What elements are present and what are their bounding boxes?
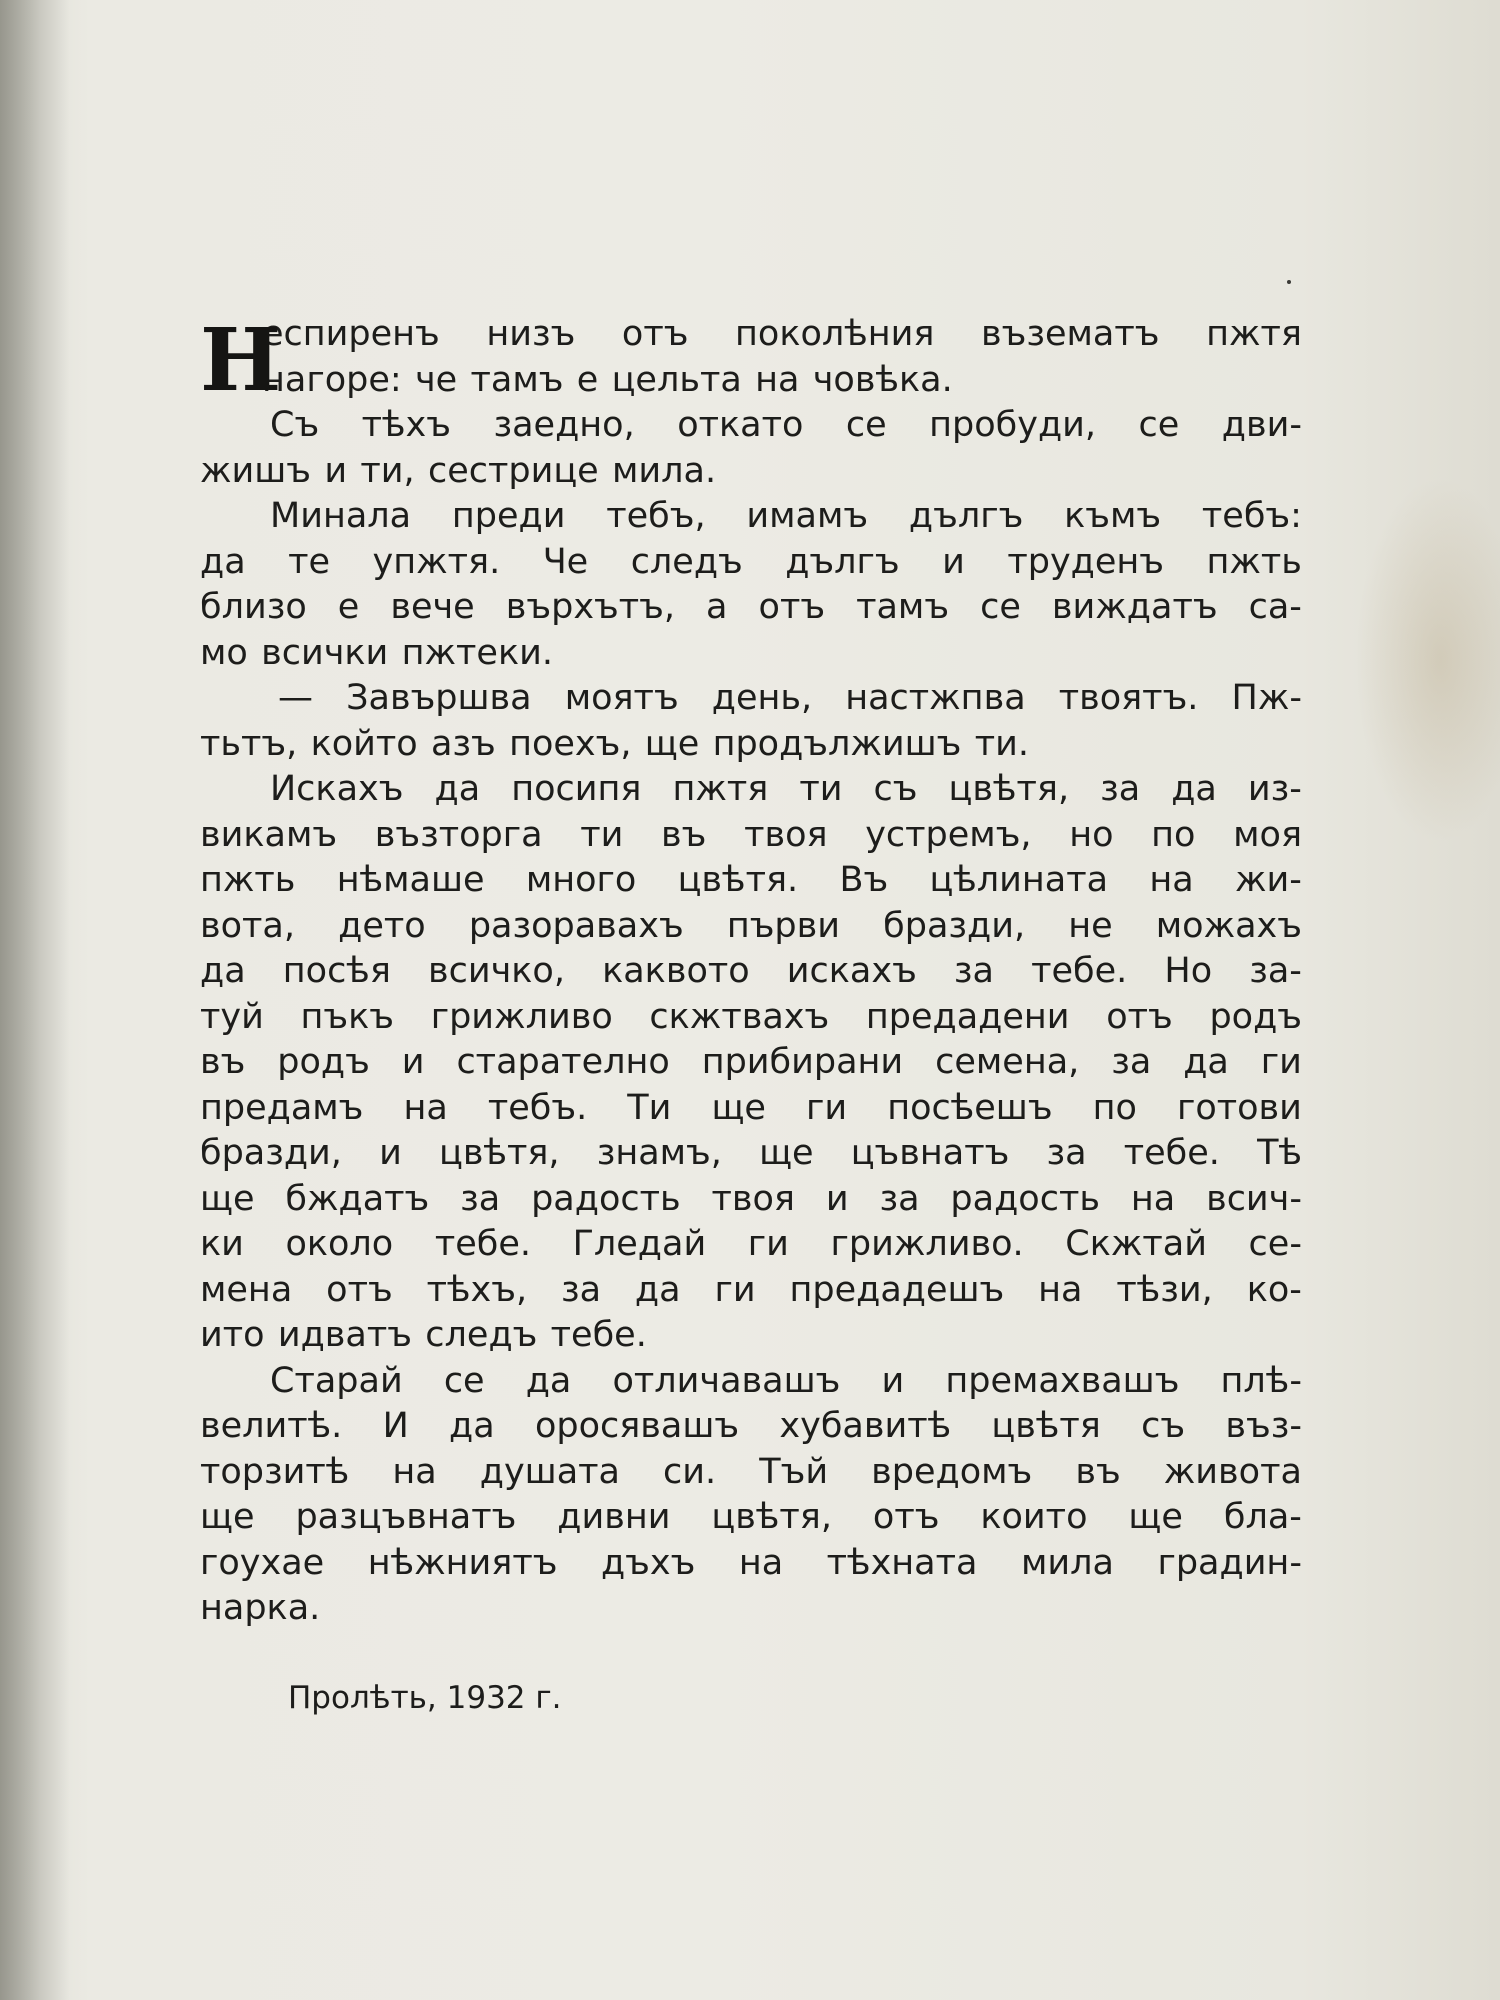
word: тѣзи, [1116, 1269, 1213, 1310]
word: за [1111, 1042, 1152, 1082]
word: тѣхъ, [426, 1269, 528, 1310]
word: да [525, 1360, 572, 1401]
word: които [980, 1497, 1088, 1537]
word: Искахъ [270, 769, 404, 809]
word: продължишъ [712, 723, 962, 764]
word: първи [726, 905, 841, 946]
word: поехъ, [509, 723, 632, 764]
word: жишъ [200, 450, 312, 491]
word: мила [1020, 1542, 1114, 1583]
word: и [324, 450, 348, 491]
word: те [288, 541, 331, 582]
word: на [1038, 1269, 1083, 1310]
word: тамъ [856, 587, 950, 627]
text-line [200, 540, 1302, 586]
word: ти. [974, 723, 1029, 764]
word: велитѣ. [200, 1406, 343, 1446]
word: да [634, 1269, 681, 1310]
word: нагоре: [262, 359, 402, 400]
word: скжтвахъ [649, 996, 830, 1037]
word: и [942, 541, 965, 582]
word: ги [714, 1269, 756, 1310]
word: ти [799, 769, 843, 809]
word: човѣка. [812, 359, 953, 400]
text-line [200, 403, 1302, 449]
word: разоравахъ [468, 905, 684, 946]
ink-speck [1287, 280, 1291, 284]
word: ще [1128, 1497, 1183, 1537]
word: върхътъ, [505, 587, 676, 627]
text-line [200, 1541, 1302, 1587]
text-line [200, 1404, 1302, 1450]
word: посипя [511, 769, 642, 809]
text-line [200, 449, 1302, 495]
text-line [200, 1359, 1302, 1405]
word: ко- [1246, 1269, 1302, 1310]
word: отъ [872, 1497, 940, 1537]
word: се [980, 587, 1021, 627]
word: Минала [270, 496, 412, 536]
word: цвѣтя, [711, 1497, 832, 1537]
word: поколѣния [735, 314, 935, 354]
word: се [1138, 405, 1180, 445]
word: Скжтай [1065, 1224, 1207, 1264]
word: всички [261, 632, 389, 673]
text-line [200, 995, 1302, 1041]
word: за [879, 1178, 920, 1219]
word: предамъ [200, 1087, 364, 1128]
word: пъкъ [300, 996, 395, 1037]
word: цѣлината [929, 860, 1109, 900]
word: цъвнатъ [850, 1133, 1010, 1173]
word: азъ [430, 723, 496, 764]
word: е [337, 587, 360, 627]
word: да [449, 1406, 495, 1446]
word: отъ [326, 1269, 393, 1310]
word: отъ [758, 587, 826, 627]
word: отличавашъ [612, 1360, 841, 1401]
word: който [310, 723, 418, 764]
word: тьтъ, [200, 723, 298, 764]
word: упжтя. [372, 541, 501, 582]
word: пжть [1206, 541, 1302, 582]
word: отъ [621, 314, 689, 354]
word: Тъй [759, 1451, 829, 1492]
word: вредомъ [871, 1451, 1033, 1492]
word: възторга [374, 814, 543, 855]
word: викамъ [200, 814, 338, 855]
word: радость [950, 1178, 1100, 1219]
word: преди [451, 496, 566, 536]
word: мо [200, 632, 248, 673]
word: грижливо [430, 996, 613, 1037]
word: да [1171, 769, 1217, 809]
word: не [1068, 905, 1113, 946]
word: моятъ [564, 678, 679, 718]
word: душата [479, 1451, 620, 1492]
word: предадешъ [789, 1269, 1005, 1310]
word: день, [711, 678, 813, 718]
word: ки [200, 1224, 244, 1264]
word: е [576, 359, 599, 400]
word: тебе. [1031, 951, 1128, 991]
word: каквото [602, 951, 750, 991]
word: пжтя [672, 769, 769, 809]
word: но [1069, 814, 1114, 855]
word: труденъ [1007, 541, 1165, 582]
word: всич- [1206, 1178, 1302, 1219]
word: твоя [711, 1178, 795, 1219]
word: плѣ- [1220, 1360, 1302, 1401]
word: ти, [360, 450, 415, 491]
word: бла- [1223, 1497, 1302, 1537]
word: туй [200, 996, 264, 1037]
text-line [200, 494, 1302, 540]
word: тебе. [434, 1224, 531, 1264]
word: родъ [277, 1042, 370, 1082]
word: сестрице [427, 450, 599, 491]
word: посѣя [282, 951, 391, 991]
word: бждатъ [285, 1178, 430, 1219]
word: тебъ: [1201, 496, 1302, 536]
word: че [414, 359, 458, 400]
word: Завършва [346, 678, 532, 718]
word: заедно, [493, 405, 635, 445]
word: радость [531, 1178, 681, 1219]
word: вота, [200, 905, 296, 946]
text-line [200, 1086, 1302, 1132]
word: откато [677, 405, 804, 445]
word: пжть [200, 860, 296, 900]
word: за- [1249, 951, 1302, 991]
word: имамъ [746, 496, 869, 536]
text-line [200, 1040, 1302, 1086]
word: искахъ [786, 951, 917, 991]
text-line [200, 949, 1302, 995]
word: дви- [1221, 405, 1302, 445]
word: градин- [1157, 1542, 1302, 1583]
word: да [200, 541, 246, 582]
word: бразди, [200, 1133, 342, 1173]
word: Че [542, 541, 589, 582]
word: и [379, 1133, 402, 1173]
word: се [443, 1360, 485, 1401]
text-block [200, 312, 1302, 1632]
word: дъхъ [600, 1542, 696, 1583]
word: ги [747, 1224, 789, 1264]
word: ще [644, 723, 700, 764]
word: тебе. [550, 1315, 647, 1355]
word: пжтя [1206, 314, 1302, 354]
word: живота [1163, 1451, 1302, 1492]
word: цвѣтя, [439, 1133, 560, 1173]
word: дългъ [908, 496, 1024, 536]
word: за [1100, 769, 1141, 809]
signature-date: Пролѣть, 1932 г. [288, 1680, 562, 1716]
word: тѣхъ [361, 405, 452, 445]
word: да [200, 951, 246, 991]
word: настжпва [845, 678, 1026, 718]
text-line [200, 312, 1302, 358]
word: жи- [1235, 860, 1302, 900]
word: на [392, 1451, 437, 1492]
word: въз- [1225, 1406, 1302, 1446]
word: Съ [270, 405, 320, 445]
word: да [1183, 1042, 1229, 1082]
word: тебъ, [606, 496, 706, 536]
word: въ [1075, 1451, 1121, 1492]
word: грижливо. [830, 1224, 1024, 1264]
text-line [200, 1313, 1302, 1359]
word: въ [200, 1042, 246, 1082]
text-line [200, 1495, 1302, 1541]
word: цвѣтя, [948, 769, 1070, 809]
text-line [200, 1450, 1302, 1496]
word: на [738, 1542, 784, 1583]
text-line [200, 767, 1302, 813]
word: на [1149, 860, 1194, 900]
word: въ [661, 814, 707, 855]
text-line [200, 722, 1302, 768]
word: нѣжниятъ [367, 1542, 558, 1583]
word: Старай [270, 1360, 403, 1401]
word: бразди, [883, 905, 1026, 946]
word: да [434, 769, 481, 809]
word: мила. [611, 450, 717, 491]
word: прибирани [701, 1042, 904, 1082]
drop-cap: Н [200, 310, 282, 411]
word: тѣхната [826, 1542, 978, 1583]
word: виждатъ [1051, 587, 1218, 627]
text-line [200, 858, 1302, 904]
word: се [845, 405, 887, 445]
word: за [1046, 1133, 1087, 1173]
text-line [200, 358, 1302, 404]
word: Пж- [1231, 678, 1302, 718]
word: около [285, 1224, 394, 1264]
word: пробуди, [929, 405, 1097, 445]
word: и [881, 1360, 905, 1401]
word: по [1151, 814, 1196, 855]
word: отъ [1106, 996, 1173, 1037]
text-line [200, 813, 1302, 859]
word: дългъ [785, 541, 900, 582]
text-line [200, 1177, 1302, 1223]
word: съ [1141, 1406, 1186, 1446]
word: много [525, 860, 637, 900]
word: торзитѣ [200, 1451, 350, 1492]
word: тебе. [1123, 1133, 1220, 1173]
word: ги [806, 1087, 848, 1128]
word: ти [580, 814, 624, 855]
word: тамъ [470, 359, 564, 400]
word: хубавитѣ [779, 1406, 952, 1446]
word: къмъ [1064, 496, 1162, 536]
word: семена, [935, 1042, 1080, 1082]
text-line [200, 904, 1302, 950]
word: родъ [1209, 996, 1302, 1037]
word: ще [200, 1497, 255, 1537]
word: знамъ, [596, 1133, 722, 1173]
word: близо [200, 587, 307, 627]
word: твоятъ. [1058, 678, 1199, 718]
word: Гледай [572, 1224, 707, 1264]
word: нѣмаше [336, 860, 485, 900]
word: И [382, 1406, 409, 1446]
word: тебъ. [487, 1087, 588, 1128]
word: предадени [865, 996, 1070, 1037]
word: и [825, 1178, 849, 1219]
word: цельта [611, 359, 742, 400]
word: ги [1260, 1042, 1302, 1082]
word: гоухае [200, 1542, 325, 1583]
text-line [200, 1131, 1302, 1177]
word: ще [200, 1178, 255, 1219]
word: мена [200, 1269, 293, 1310]
word: на [403, 1087, 448, 1128]
word: ще [759, 1133, 814, 1173]
word: готови [1176, 1087, 1302, 1128]
word: ще [711, 1087, 766, 1128]
word: низъ [486, 314, 576, 354]
word: следъ [630, 541, 743, 582]
text-line [200, 1268, 1302, 1314]
word: моя [1233, 814, 1302, 855]
word: за [560, 1269, 602, 1310]
word: за [460, 1178, 501, 1219]
word: посѣешъ [887, 1087, 1053, 1128]
text-line [200, 676, 1302, 722]
word: Въ [839, 860, 889, 900]
word: ито [200, 1315, 265, 1355]
word: нарка. [200, 1588, 321, 1628]
word: можахъ [1155, 905, 1302, 946]
text-line [200, 631, 1302, 677]
word: са- [1248, 587, 1302, 627]
word: на [755, 359, 800, 400]
word: устремъ, [865, 814, 1032, 855]
word: Тѣ [1257, 1133, 1302, 1173]
word: вече [390, 587, 475, 627]
word: из- [1247, 769, 1302, 809]
word: за [953, 951, 994, 991]
word: старателно [456, 1042, 670, 1082]
word: и [401, 1042, 425, 1082]
text-line [200, 585, 1302, 631]
word: възематъ [981, 314, 1160, 354]
text-line [200, 1586, 1302, 1632]
word: дето [338, 905, 426, 946]
word: идватъ [277, 1315, 412, 1355]
word: еспиренъ [262, 314, 440, 354]
word: дивни [557, 1497, 671, 1537]
word: всичко, [428, 951, 565, 991]
word: Ти [627, 1087, 672, 1128]
text-line [200, 1222, 1302, 1268]
word: Но [1164, 951, 1213, 991]
word: пжтеки. [401, 632, 553, 673]
word: — [278, 678, 313, 718]
word: а [706, 587, 728, 627]
word: твоя [744, 814, 828, 855]
word: съ [873, 769, 918, 809]
word: на [1130, 1178, 1176, 1219]
word: премахвашъ [945, 1360, 1180, 1401]
word: цвѣтя. [677, 860, 799, 900]
word: се- [1248, 1224, 1302, 1264]
word: оросявашъ [534, 1406, 740, 1446]
spine-shadow [0, 0, 70, 2000]
word: следъ [425, 1315, 538, 1355]
word: си. [663, 1451, 717, 1492]
word: разцъвнатъ [295, 1497, 517, 1537]
word: по [1092, 1087, 1137, 1128]
word: цвѣтя [991, 1406, 1101, 1446]
